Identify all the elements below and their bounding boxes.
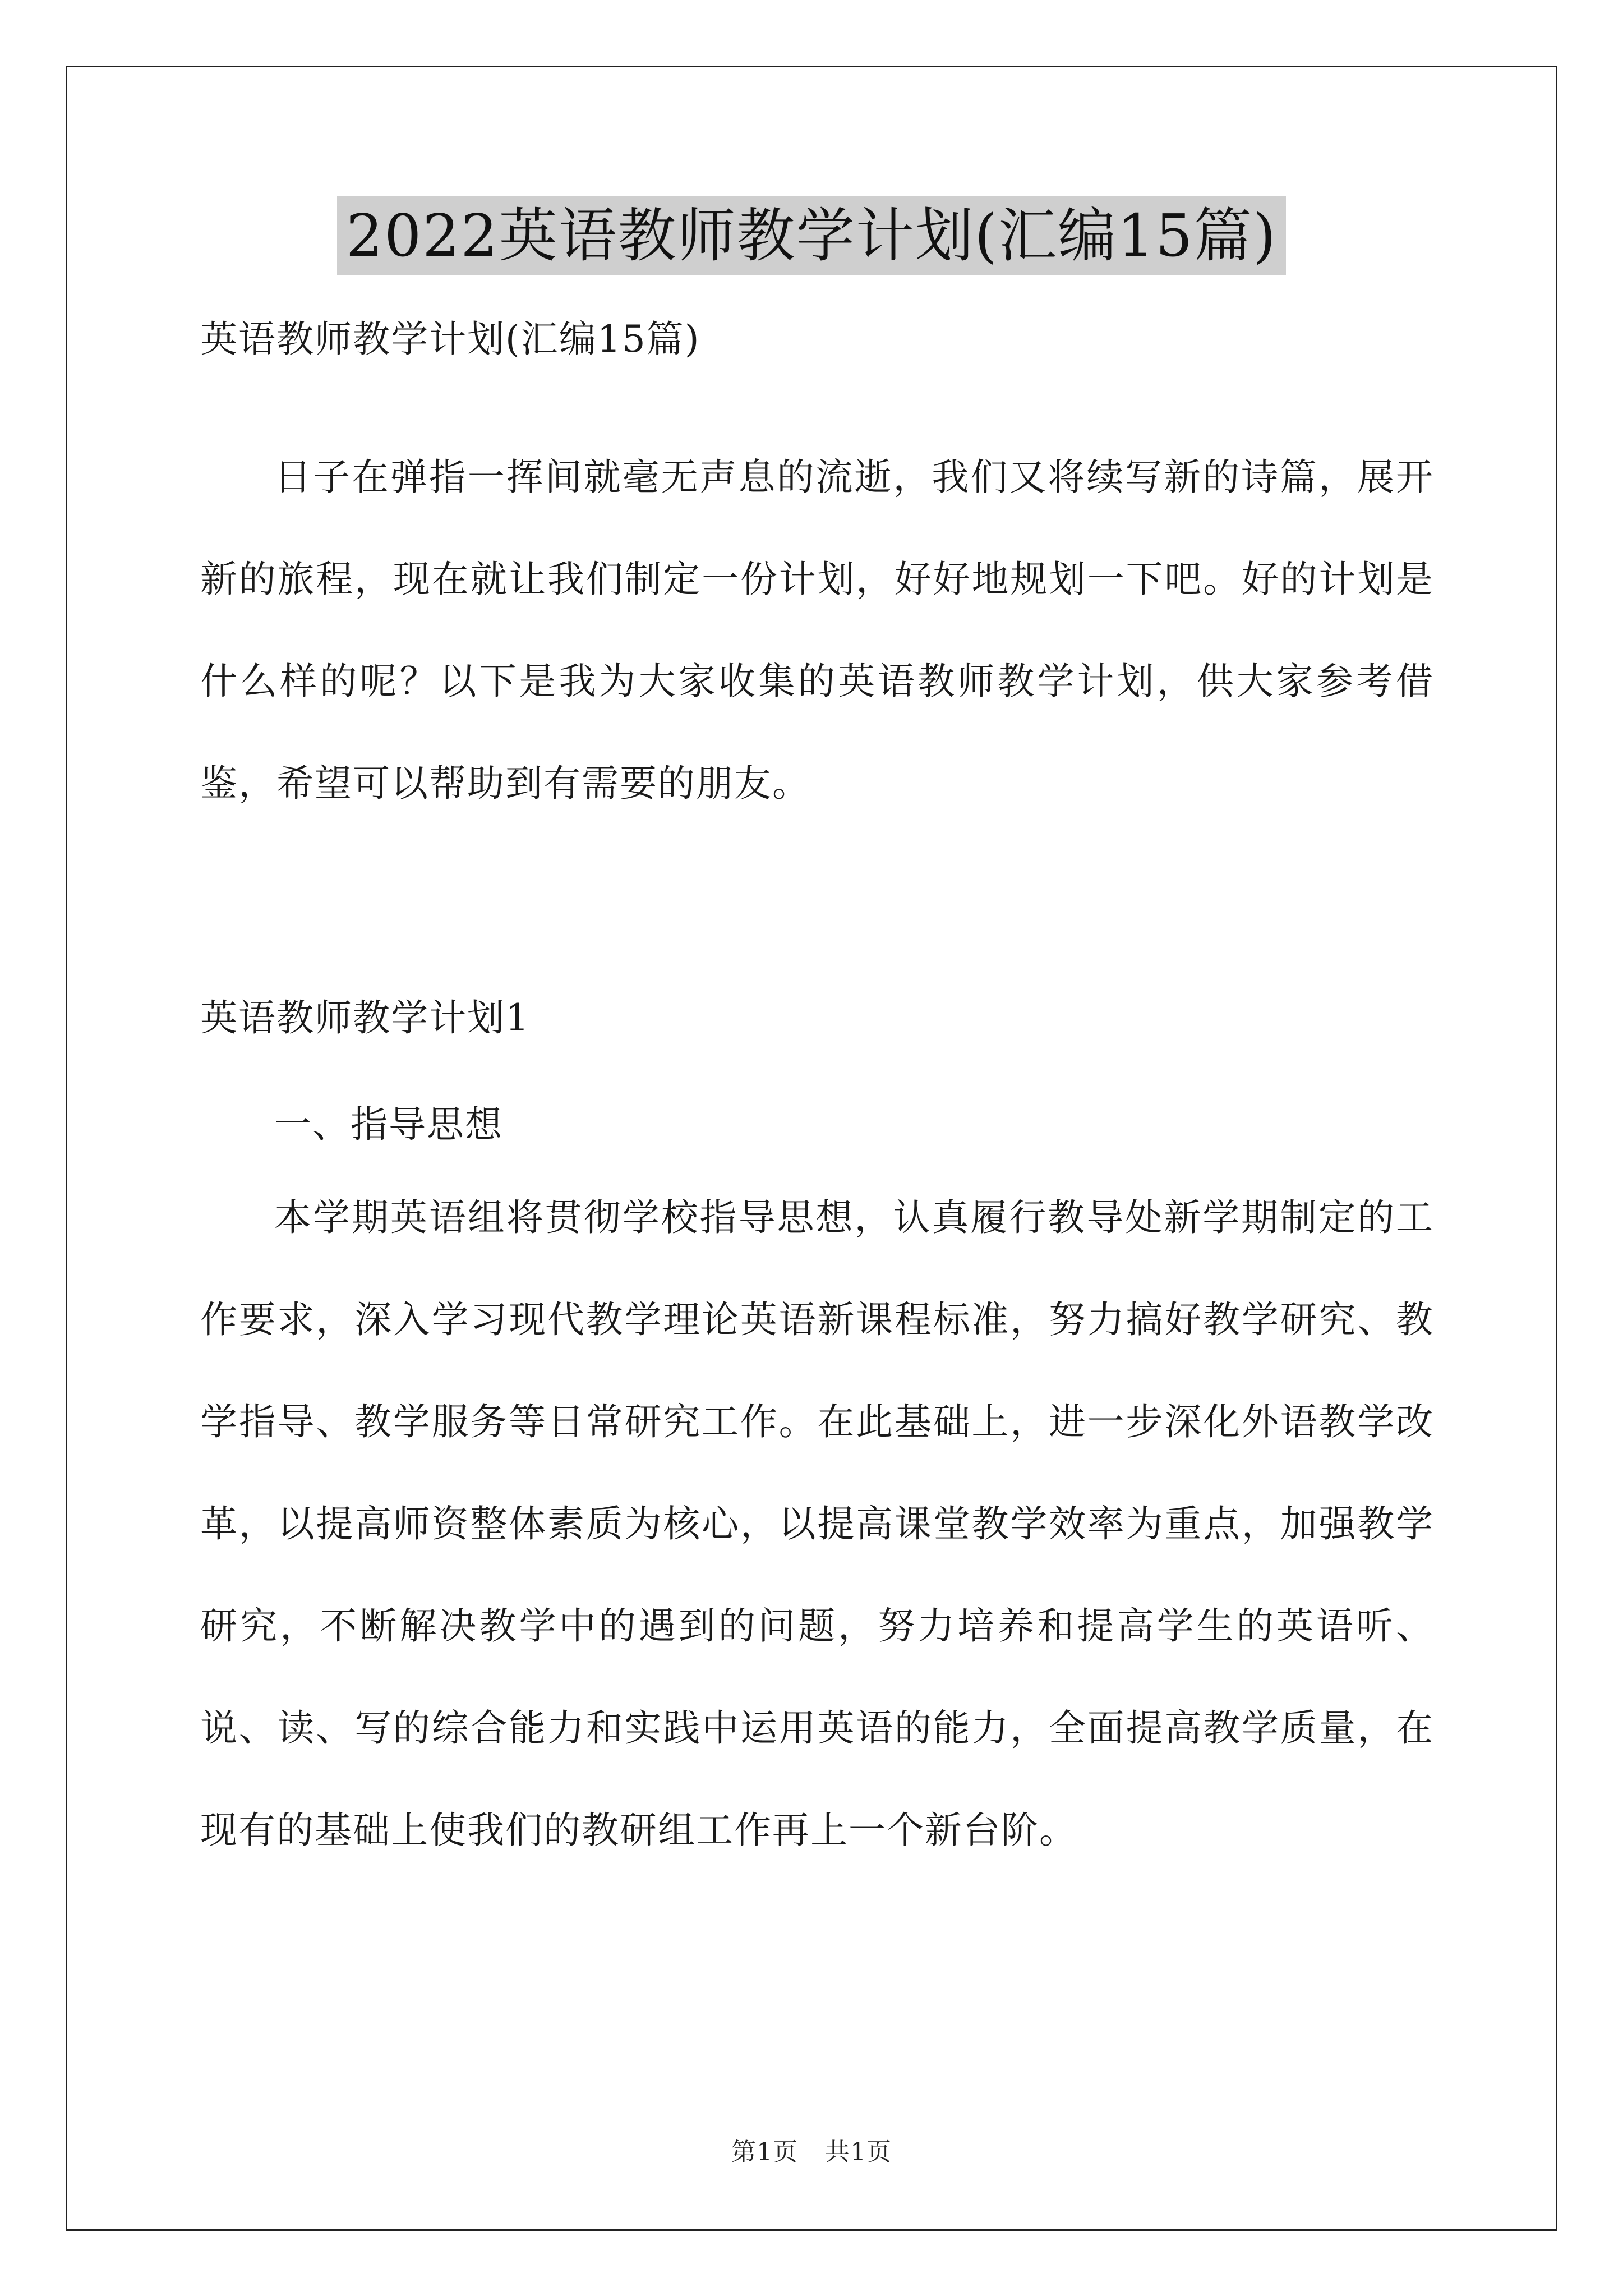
intro-paragraph: 日子在弹指一挥间就毫无声息的流逝，我们又将续写新的诗篇，展开新的旅程，现在就让我们制定一份计划，好好地规划一下吧。好的计划是什么样的呢？以下是我为大家收集的英语教师教学计划，供大家参考借鉴，希望可以帮助到有需要的朋友。: [200, 455, 1434, 805]
document-subtitle: 英语教师教学计划(汇编15篇): [200, 318, 700, 361]
page-number: 第1页: [731, 2138, 798, 2166]
document-title: 2022英语教师教学计划(汇编15篇): [337, 196, 1286, 275]
page-footer: [0, 2132, 1623, 2168]
section-title: 英语教师教学计划1: [200, 996, 530, 1039]
title-container: [0, 196, 1623, 275]
page-total: 共1页: [825, 2138, 892, 2166]
section-heading: 一、指导思想: [274, 1103, 503, 1146]
body-paragraph: 本学期英语组将贯彻学校指导思想，认真履行教导处新学期制定的工作要求，深入学习现代教学理论英语新课程标准，努力搞好教学研究、教学指导、教学服务等日常研究工作。在此基础上，进一步深化外语教学改革，以提高师资整体素质为核心，以提高课堂教学效率为重点，加强教学研究，不断解决教学中的遇到的问题，努力培养和提高学生的英语听、说、读、写的综合能力和实践中运用英语的能力，全面提高教学质量，在现有的基础上使我们的教研组工作再上一个新台阶。: [200, 1196, 1434, 1852]
